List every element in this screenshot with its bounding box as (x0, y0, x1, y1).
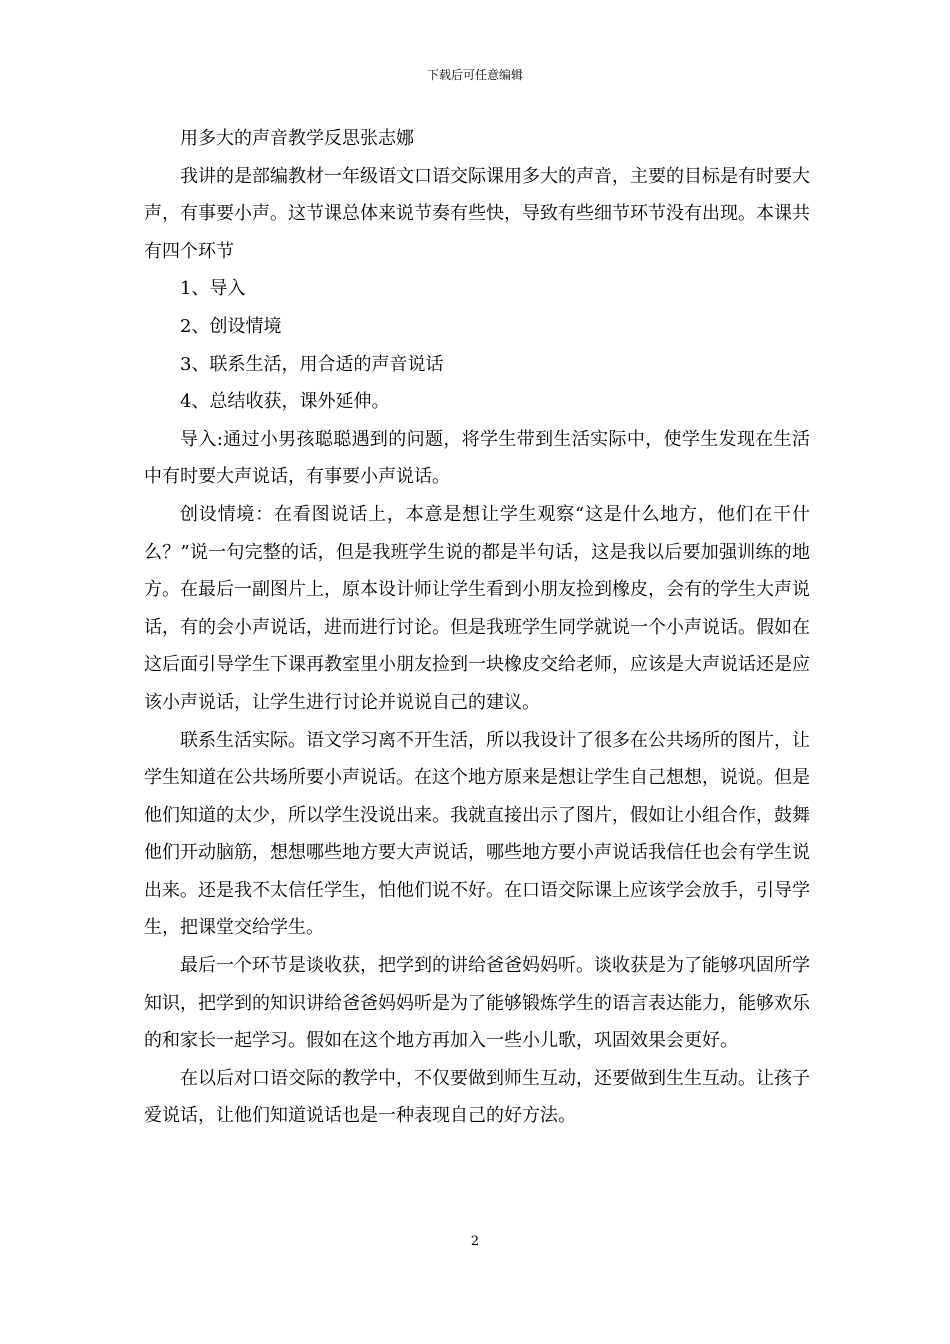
paragraph-summary: 最后一个环节是谈收获，把学到的讲给爸爸妈妈听。谈收获是为了能够巩固所学知识，把学到的知识讲给爸爸妈妈听是为了能够锻炼学生的语言表达能力，能够欢乐的和家长一起学习。假如在这个地方再加入一些小儿歌，巩固效果会更好。 (144, 955, 810, 1052)
list-item-3: 3、联系生活，用合适的声音说话 (180, 353, 444, 375)
document-body (144, 120, 810, 1135)
paragraph-intro: 我讲的是部编教材一年级语文口语交际课用多大的声音，主要的目标是有时要大声，有事要小声。这节课总体来说节奏有些快，导致有些细节环节没有出现。本课共有四个环节 (144, 165, 810, 262)
list-item-2: 2、创设情境 (180, 315, 282, 337)
paragraph-conclusion: 在以后对口语交际的教学中，不仅要做到师生互动，还要做到生生互动。让孩子爱说话，让他们知道说话也是一种表现自己的好方法。 (144, 1067, 810, 1127)
paragraph-real-life: 联系生活实际。语文学习离不开生活，所以我设计了很多在公共场所的图片，让学生知道在公共场所要小声说话。在这个地方原来是想让学生自己想想，说说。但是他们知道的太少，所以学生没说出来。我就直接出示了图片，假如让小组合作，鼓舞他们开动脑筋，想想哪些地方要大声说话，哪些地方要小声说话我信任也会有学生说出来。还是我不太信任学生，怕他们说不好。在口语交际课上应该学会放手，引导学生，把课堂交给学生。 (144, 729, 810, 939)
page-header: 下载后可任意编辑 (426, 68, 523, 82)
list-item-1: 1、导入 (180, 278, 246, 300)
document-title: 用多大的声音教学反思张志娜 (180, 128, 414, 149)
paragraph-introduction: 导入:通过小男孩聪聪遇到的问题，将学生带到生活实际中，使学生发现在生活中有时要大声说话，有事要小声说话。 (144, 428, 810, 488)
list-item-4: 4、总结收获，课外延伸。 (180, 391, 390, 413)
page-number: 2 (470, 1234, 480, 1249)
paragraph-scenario: 创设情境：在看图说话上，本意是想让学生观察“这是什么地方，他们在干什么？”说一句完整的话，但是我班学生说的都是半句话，这是我以后要加强训练的地方。在最后一副图片上，原本设计师让学生看到小朋友捡到橡皮，会有的学生大声说话，有的会小声说话，进而进行讨论。但是我班学生同学就说一个小声说话。假如在这后面引导学生下课再教室里小朋友捡到一块橡皮交给老师，应该是大声说话还是应该小声说话，让学生进行讨论并说说自己的建议。 (144, 503, 810, 713)
